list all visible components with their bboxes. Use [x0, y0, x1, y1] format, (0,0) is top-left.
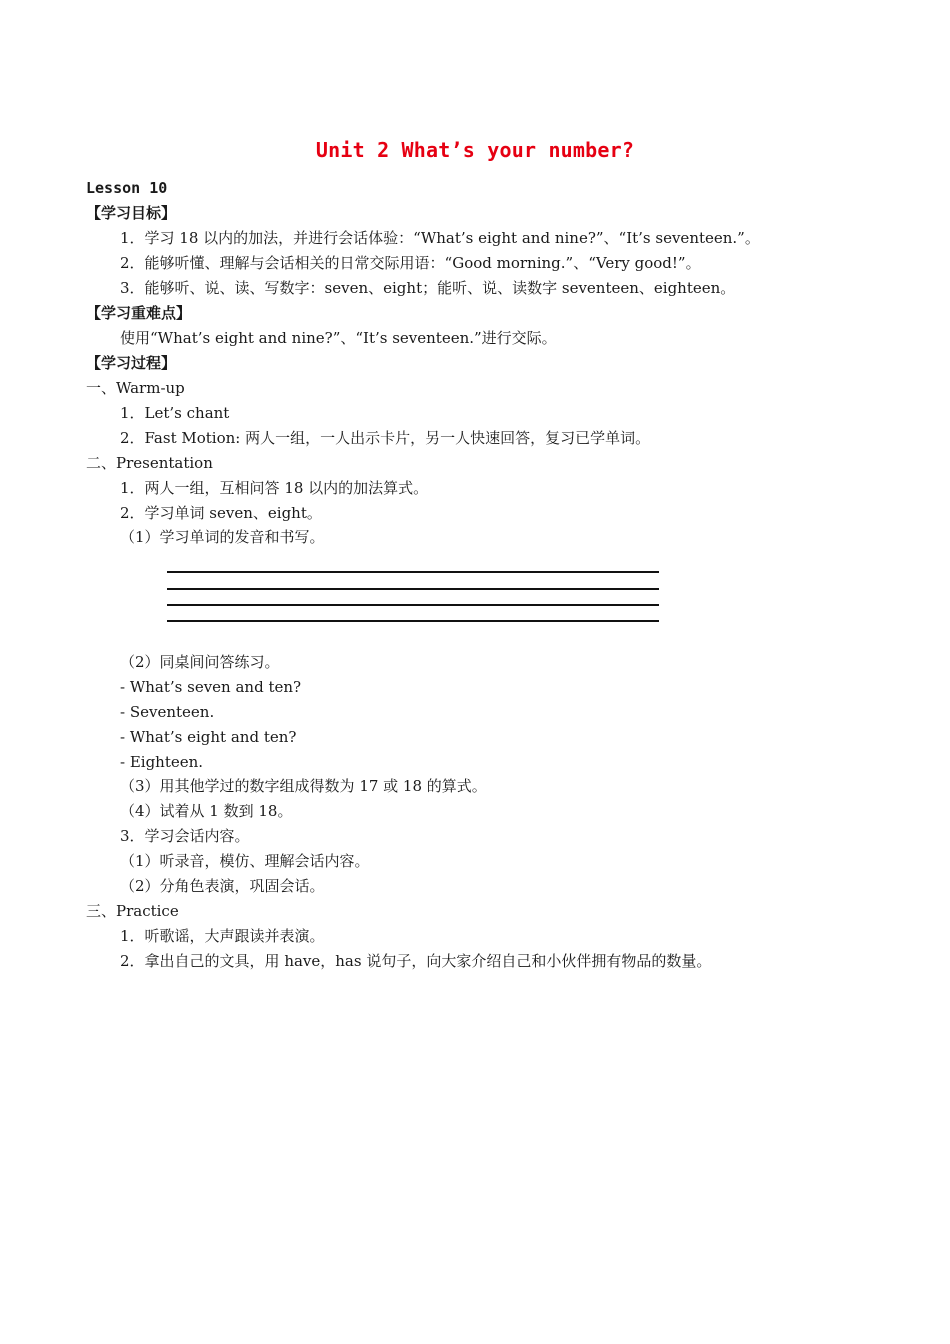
goal-item-1: 1．学习 18 以内的加法，并进行会话体验：“What’s eight and nine?”、“It’s seventeen.”。: [120, 229, 760, 247]
presentation-sub-1: （1）学习单词的发音和书写。: [120, 528, 325, 546]
key-points-text: 使用“What’s eight and nine?”、“It’s seventeen.”进行交际。: [120, 329, 557, 347]
writing-line-1: [167, 571, 659, 573]
goal-item-3: 3．能够听、说、读、写数字：seven、eight；能听、说、读数字 seventeen、eighteen。: [120, 279, 736, 297]
presentation-item-3: 3．学习会话内容。: [120, 827, 250, 845]
process-heading: 【学习过程】: [86, 354, 177, 372]
key-points-heading: 【学习重难点】: [86, 304, 192, 322]
presentation-sub-4: （4）试着从 1 数到 18。: [120, 802, 293, 820]
practice-item-2: 2．拿出自己的文具，用 have，has 说句子，向大家介绍自己和小伙伴拥有物品的数量。: [120, 952, 712, 970]
presentation-item-1: 1．两人一组，互相问答 18 以内的加法算式。: [120, 479, 429, 497]
dialogue-line-2: - Seventeen.: [120, 703, 215, 721]
writing-line-4: [167, 620, 659, 622]
warmup-item-1: 1．Let’s chant: [120, 404, 230, 422]
dialogue-line-4: - Eighteen.: [120, 753, 204, 771]
presentation-sub-2: （2）同桌间问答练习。: [120, 653, 280, 671]
practice-item-1: 1．听歌谣，大声跟读并表演。: [120, 927, 325, 945]
practice-title: 三、Practice: [86, 902, 179, 920]
writing-line-3: [167, 604, 659, 606]
goals-heading: 【学习目标】: [86, 204, 177, 222]
warmup-item-2: 2．Fast Motion: 两人一组，一人出示卡片，另一人快速回答，复习已学单词。: [120, 429, 651, 447]
presentation-item-2: 2．学习单词 seven、eight。: [120, 504, 322, 522]
lesson-label: Lesson 10: [86, 179, 168, 197]
presentation-sub-5: （1）听录音，模仿、理解会话内容。: [120, 852, 370, 870]
document-title: Unit 2 What’s your number?: [315, 138, 635, 162]
presentation-sub-6: （2）分角色表演，巩固会话。: [120, 877, 325, 895]
dialogue-line-1: - What’s seven and ten?: [120, 678, 302, 696]
goal-item-2: 2．能够听懂、理解与会话相关的日常交际用语：“Good morning.”、“Very good!”。: [120, 254, 701, 272]
warmup-title: 一、Warm-up: [86, 379, 185, 397]
writing-line-2: [167, 588, 659, 590]
presentation-title: 二、Presentation: [86, 454, 213, 472]
presentation-sub-3: （3）用其他学过的数字组成得数为 17 或 18 的算式。: [120, 777, 487, 795]
dialogue-line-3: - What’s eight and ten?: [120, 728, 297, 746]
